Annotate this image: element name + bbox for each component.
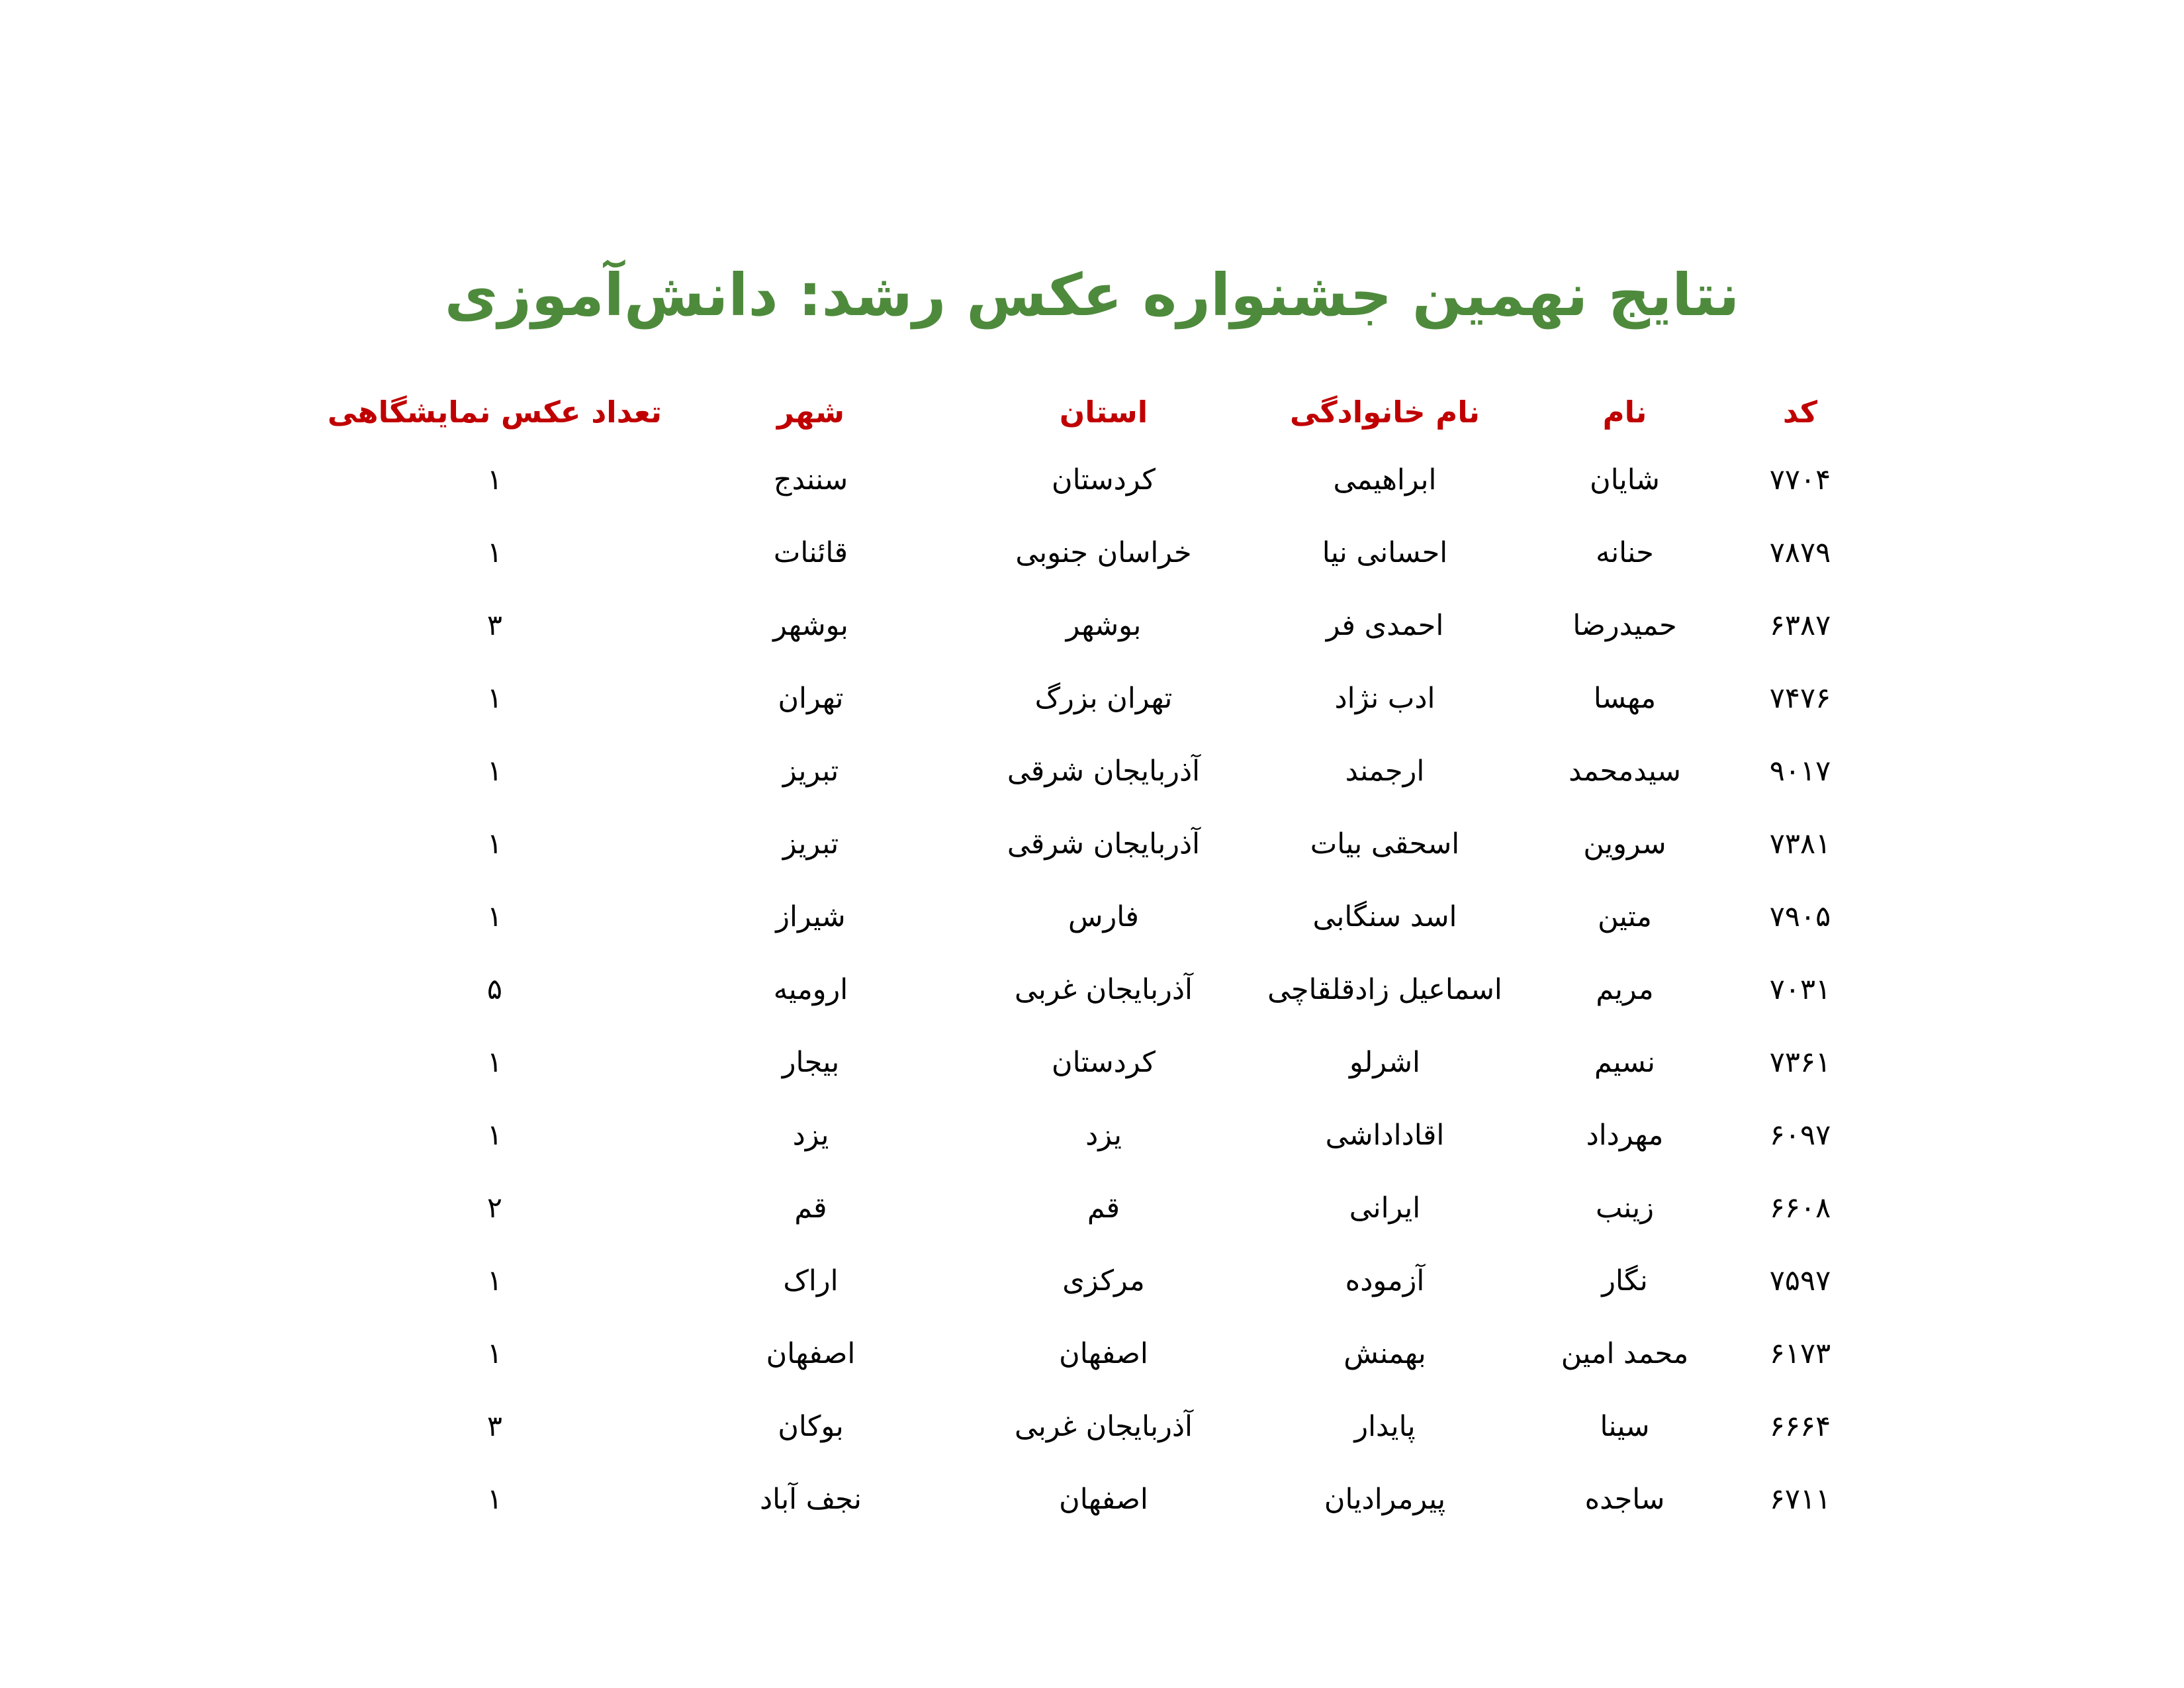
table-row [328, 1026, 1873, 1099]
cell-name: محمد امین [1561, 1337, 1689, 1370]
cell-province: مرکزی [1062, 1264, 1145, 1297]
cell-code: ۷۷۰۴ [1769, 463, 1831, 496]
cell-family: ایرانی [1349, 1192, 1421, 1225]
cell-family: پایدار [1354, 1410, 1416, 1443]
table-row [328, 516, 1873, 589]
column-header-province: استان [1059, 395, 1148, 430]
cell-count: ۱ [486, 827, 502, 861]
cell-name: زینب [1596, 1192, 1654, 1225]
cell-city: تهران [778, 682, 844, 715]
cell-family: اقاداداشی [1325, 1119, 1445, 1152]
cell-family: پیرمرادیان [1324, 1483, 1446, 1516]
cell-province: اصفهان [1059, 1483, 1148, 1516]
cell-code: ۶۶۶۴ [1769, 1410, 1831, 1443]
cell-code: ۹۰۱۷ [1769, 755, 1831, 788]
cell-city: اراک [783, 1264, 839, 1297]
cell-name: نسیم [1594, 1046, 1655, 1079]
table-row [328, 444, 1873, 516]
cell-code: ۶۱۷۳ [1769, 1337, 1831, 1370]
cell-city: بوشهر [773, 609, 848, 642]
table-row [328, 1463, 1873, 1536]
table-row [328, 1317, 1873, 1390]
cell-count: ۱ [486, 1119, 502, 1152]
cell-count: ۲ [486, 1192, 502, 1225]
cell-province: اصفهان [1059, 1337, 1148, 1370]
cell-province: یزد [1085, 1119, 1122, 1152]
cell-name: حنانه [1596, 536, 1654, 569]
cell-code: ۷۳۸۱ [1769, 827, 1831, 861]
cell-family: ابراهیمی [1333, 463, 1437, 496]
table-row [328, 1390, 1873, 1463]
cell-count: ۱ [486, 536, 502, 569]
cell-count: ۱ [486, 1046, 502, 1079]
cell-code: ۶۶۰۸ [1769, 1192, 1831, 1225]
cell-province: آذربایجان غربی [1014, 1410, 1193, 1443]
cell-name: سروین [1583, 827, 1666, 861]
cell-code: ۷۰۳۱ [1769, 973, 1831, 1006]
cell-province: قم [1087, 1192, 1120, 1225]
page-title: نتایج نهمین جشنواره عکس رشد: دانش‌آموزی [444, 260, 1740, 329]
cell-city: اصفهان [766, 1337, 856, 1370]
cell-province: آذربایجان شرقی [1007, 827, 1201, 861]
column-header-family: نام خانوادگی [1289, 395, 1480, 430]
cell-family: بهمنش [1343, 1337, 1426, 1370]
cell-city: بوکان [778, 1410, 844, 1443]
cell-code: ۶۳۸۷ [1769, 609, 1831, 642]
cell-name: مریم [1596, 973, 1654, 1006]
cell-province: بوشهر [1066, 609, 1142, 642]
cell-city: نجف آباد [759, 1483, 862, 1516]
cell-name: متین [1598, 900, 1652, 933]
results-table [328, 381, 1873, 1536]
cell-city: قائنات [773, 536, 848, 569]
cell-family: ارجمند [1345, 755, 1425, 788]
cell-name: سیدمحمد [1569, 755, 1681, 788]
cell-family: ادب نژاد [1334, 682, 1435, 715]
table-row [328, 589, 1873, 662]
cell-city: یزد [792, 1119, 829, 1152]
cell-city: شیراز [776, 900, 846, 933]
results-table-header [328, 381, 1873, 444]
cell-family: اسد سنگابی [1312, 900, 1457, 933]
cell-city: سنندج [773, 463, 848, 496]
cell-code: ۷۸۷۹ [1769, 536, 1831, 569]
cell-name: ساجده [1584, 1483, 1665, 1516]
header-row [328, 381, 1873, 444]
cell-code: ۶۷۱۱ [1769, 1483, 1831, 1516]
cell-province: کردستان [1051, 1046, 1156, 1079]
cell-province: آذربایجان غربی [1014, 973, 1193, 1006]
cell-name: مهرداد [1586, 1119, 1664, 1152]
cell-name: شایان [1590, 463, 1660, 496]
cell-code: ۷۹۰۵ [1769, 900, 1831, 933]
cell-family: احسانی نیا [1322, 536, 1448, 569]
cell-province: خراسان جنوبی [1015, 536, 1192, 569]
cell-count: ۳ [486, 609, 502, 642]
cell-city: تبریز [782, 827, 839, 861]
cell-city: بیجار [782, 1046, 840, 1079]
table-row [328, 953, 1873, 1026]
cell-province: آذربایجان شرقی [1007, 755, 1201, 788]
cell-count: ۱ [486, 1264, 502, 1297]
cell-count: ۱ [486, 463, 502, 496]
results-table-body [328, 444, 1873, 1536]
cell-name: مهسا [1593, 682, 1657, 715]
cell-code: ۷۴۷۶ [1769, 682, 1831, 715]
table-row [328, 1244, 1873, 1317]
table-row [328, 1172, 1873, 1244]
cell-count: ۵ [486, 973, 502, 1006]
cell-city: ارومیه [773, 973, 848, 1006]
column-header-name: نام [1602, 395, 1647, 430]
column-header-city: شهر [777, 395, 844, 430]
table-row [328, 1099, 1873, 1172]
table-row [328, 880, 1873, 953]
table-row [328, 735, 1873, 808]
cell-name: حمیدرضا [1572, 609, 1677, 642]
cell-code: ۶۰۹۷ [1769, 1119, 1831, 1152]
cell-count: ۱ [486, 682, 502, 715]
table-row [328, 662, 1873, 735]
cell-province: تهران بزرگ [1034, 682, 1173, 715]
cell-family: اسحقی بیات [1310, 827, 1460, 861]
cell-count: ۱ [486, 900, 502, 933]
cell-family: احمدی فر [1326, 609, 1444, 642]
cell-name: سینا [1600, 1410, 1650, 1443]
cell-province: فارس [1068, 900, 1139, 933]
cell-family: اشرلو [1349, 1046, 1421, 1079]
cell-code: ۷۳۶۱ [1769, 1046, 1831, 1079]
cell-province: کردستان [1051, 463, 1156, 496]
cell-city: تبریز [782, 755, 839, 788]
cell-count: ۳ [486, 1410, 502, 1443]
cell-family: اسماعیل زادقلقاچی [1267, 973, 1502, 1006]
column-header-code: کد [1782, 395, 1818, 430]
cell-name: نگار [1602, 1264, 1648, 1297]
cell-count: ۱ [486, 1483, 502, 1516]
cell-count: ۱ [486, 755, 502, 788]
cell-code: ۷۵۹۷ [1769, 1264, 1831, 1297]
cell-family: آزموده [1345, 1264, 1425, 1297]
column-header-count: تعداد عکس نمایشگاهی [327, 395, 662, 430]
table-row [328, 808, 1873, 880]
cell-city: قم [794, 1192, 827, 1225]
cell-count: ۱ [486, 1337, 502, 1370]
